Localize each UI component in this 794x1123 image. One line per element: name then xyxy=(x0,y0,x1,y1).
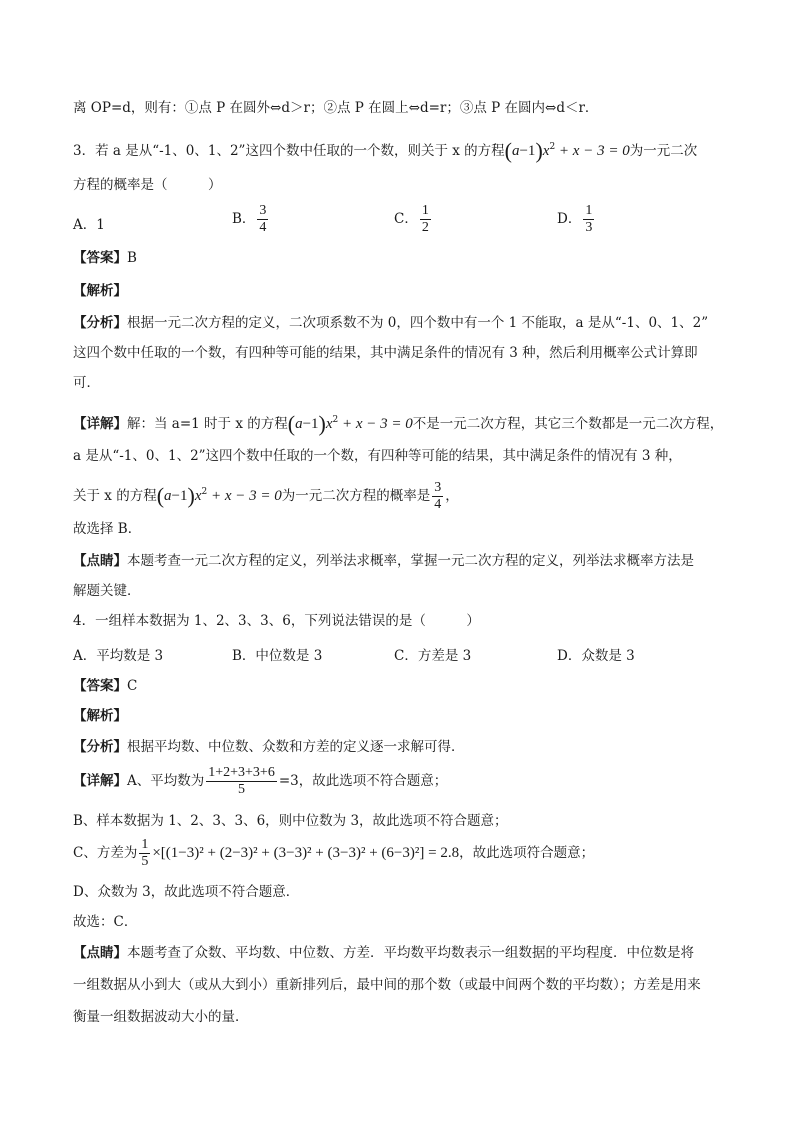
comment-text: 【点睛】本题考查一元二次方程的定义，列举法求概率，掌握一元二次方程的定义，列举法求概率方法是 xyxy=(73,553,694,569)
analysis-heading: 【解析】 xyxy=(73,708,127,724)
question-4-stem: 4．一组样本数据为 1、2、3、3、6，下列说法错误的是（ ） xyxy=(73,613,480,629)
fraction: $\frac{3}{4}$ xyxy=(434,480,442,512)
detail-text: D、众数为 3，故此选项不符合题意． xyxy=(73,884,300,900)
analysis-text: 可． xyxy=(73,375,100,391)
analysis-text: 【分析】根据平均数、中位数、众数和方差的定义逐一求解可得． xyxy=(73,739,465,755)
analysis-text: 这四个数中任取的一个数，有四种等可能的结果，其中满足条件的情况有 3 种，然后利用概率公式计算即 xyxy=(73,345,698,361)
option-d: D．众数是 3 xyxy=(557,648,635,664)
detail-text: B、样本数据为 1、2、3、3、6，则中位数为 3，故此选项不符合题意； xyxy=(73,813,508,829)
fraction: $\frac{3}{4}$ xyxy=(259,203,267,235)
equation: $(a-1)x^2 + x - 3 = 0$ xyxy=(287,411,413,436)
equation: $(a-1)x^2 + x - 3 = 0$ xyxy=(504,138,630,163)
option-b: B． $\frac{3}{4}$ xyxy=(232,203,267,235)
option-a: A．平均数是 3 xyxy=(73,648,164,664)
comment-text: 一组数据从小到大（或从大到小）重新排列后，最中间的那个数（或最中间两个数的平均数）；方差是用来 xyxy=(73,977,701,993)
analysis-heading: 【解析】 xyxy=(73,283,127,299)
detail-text: 【详解】A、平均数为 $\frac{1+2+3+3+6}{5}$ =3，故此选项不符合题意； xyxy=(73,765,448,797)
answer-line: 【答案】C xyxy=(73,678,138,694)
fraction: $\frac{1}{3}$ xyxy=(585,203,593,235)
detail-text: C、方差为 $\frac{1}{5}$ ×[(1−3)² + (2−3)² + (3−3)² + (3−3)² + (6−3)²] = 2.8，故此选项符合题意； xyxy=(73,837,595,869)
analysis-text: 【分析】根据一元二次方程的定义，二次项系数不为 0，四个数中有一个 1 不能取，a 是从“-1、0、1、2” xyxy=(73,315,709,331)
question-3-stem-line2: 方程的概率是（ ） xyxy=(73,177,222,193)
comment-text: 衡量一组数据波动大小的量． xyxy=(73,1009,249,1025)
option-d: D． $\frac{1}{3}$ xyxy=(557,203,593,235)
detail-text: 故选：C． xyxy=(73,914,138,930)
fraction: $\frac{1}{2}$ xyxy=(421,203,429,235)
option-a: A．1 xyxy=(73,217,105,233)
detail-text: 故选择 B． xyxy=(73,521,142,537)
option-c: C．方差是 3 xyxy=(394,648,472,664)
question-3-stem: 3．若 a 是从“-1、0、1、2”这四个数中任取的一个数，则关于 x 的方程$(a-1)x^2 + x - 3 = 0$为一元二次 xyxy=(73,138,698,163)
comment-text: 解题关键． xyxy=(73,583,141,599)
text-line: 离 OP=d，则有：①点 P 在圆外⇔d＞r；②点 P 在圆上⇔d=r；③点 P 在圆内⇔d＜r． xyxy=(73,100,599,116)
variance-expression: ×[(1−3)² + (2−3)² + (3−3)² + (3−3)² + (6−3)²] = 2.8 xyxy=(152,845,460,861)
answer-line: 【答案】B xyxy=(73,250,137,266)
option-b: B．中位数是 3 xyxy=(232,648,323,664)
fraction: $\frac{1}{5}$ xyxy=(141,837,149,869)
fraction: $\frac{1+2+3+3+6}{5}$ xyxy=(208,765,275,797)
detail-text: 关于 x 的方程$(a-1)x^2 + x - 3 = 0$为一元二次方程的概率是 $\frac{3}{4}$ ， xyxy=(73,480,459,512)
option-c: C． $\frac{1}{2}$ xyxy=(394,203,429,235)
detail-text: 【详解】解：当 a=1 时于 x 的方程$(a-1)x^2 + x - 3 = 0$不是一元二次方程，其它三个数都是一元二次方程， xyxy=(73,411,724,436)
detail-text: a 是从“-1、0、1、2”这四个数中任取的一个数，有四种等可能的结果，其中满足条件的情况有 3 种， xyxy=(73,448,682,464)
equation: $(a-1)x^2 + x - 3 = 0$ xyxy=(156,483,282,508)
comment-text: 【点睛】本题考查了众数、平均数、中位数、方差．平均数平均数表示一组数据的平均程度．中位数是将 xyxy=(73,945,694,961)
